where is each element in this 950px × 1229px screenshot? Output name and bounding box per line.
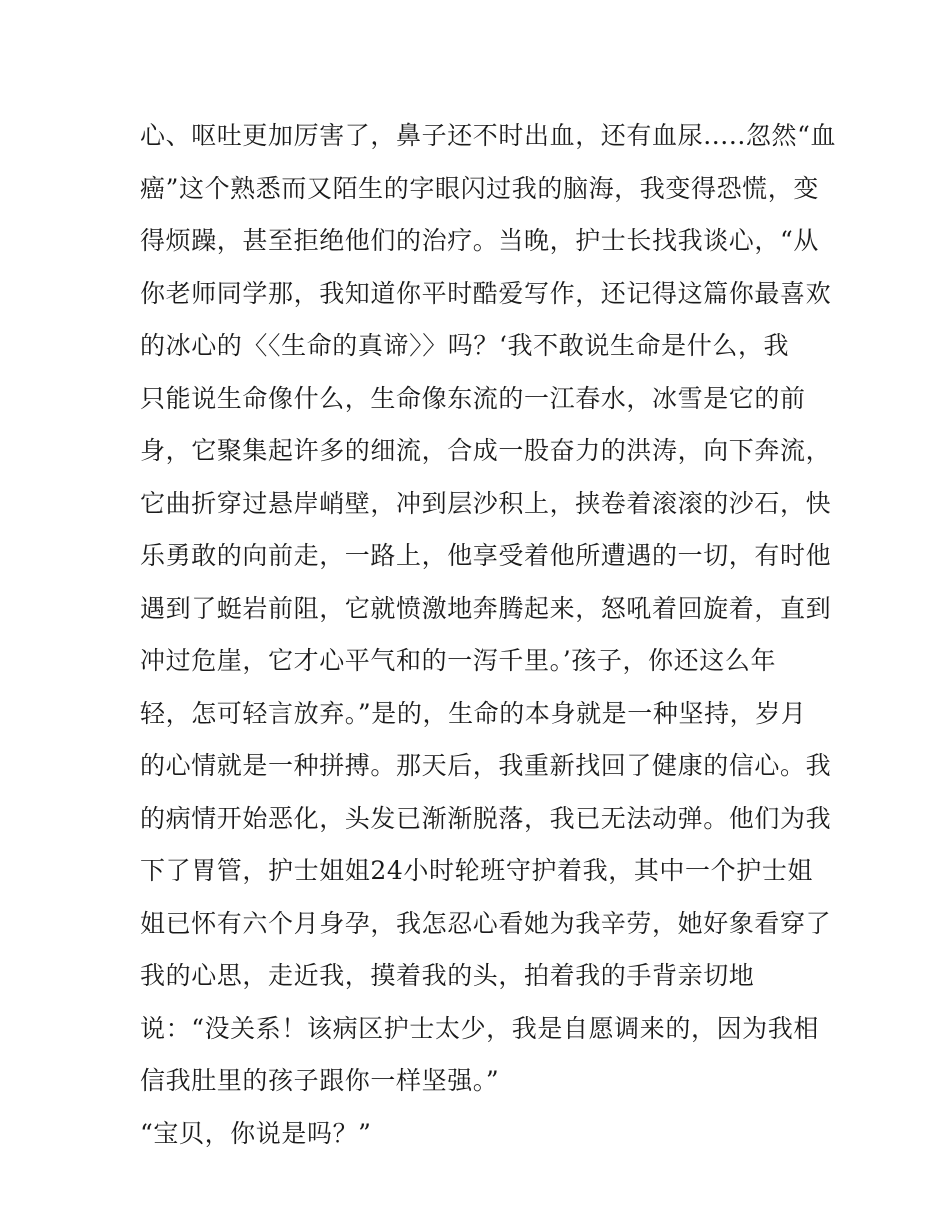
text-line: 说：“没关系！该病区护士太少，我是自愿调来的，因为我相 [140,1013,819,1043]
text-line: 信我肚里的孩子跟你一样坚强。” [140,1066,500,1095]
text-line: 下了胃管，护士姐姐24小时轮班守护着我，其中一个护士姐 [140,856,814,885]
text-line: 轻，怎可轻言放弃。”是的，生命的本身就是一种坚持，岁月 [140,698,807,728]
text-line: 姐已怀有六个月身孕，我怎忍心看她为我辛劳，她好象看穿了 [140,908,832,938]
text-line: “宝贝，你说是吗？” [140,1118,372,1148]
text-line: 得烦躁，甚至拒绝他们的治疗。当晚，护士长找我谈心，“从 [140,226,819,255]
text-line: 的病情开始恶化，头发已渐渐脱落，我已无法动弹。他们为我 [140,803,832,833]
text-line: 的心情就是一种拼搏。那天后，我重新找回了健康的信心。我 [140,751,832,780]
body-text [140,110,837,1160]
text-line: 它曲折穿过悬岸峭壁，冲到层沙积上，挟卷着滚滚的沙石，快 [140,488,832,518]
text-line: 冲过危崖，它才心平气和的一泻千里。’孩子，你还这么年 [140,646,777,675]
text-line: 心、呕吐更加厉害了，鼻子还不时出血，还有血尿.....忽然“血 [140,121,837,150]
text-line: 我的心思，走近我，摸着我的头，拍着我的手背亲切地 [140,961,755,990]
text-line: 只能说生命像什么，生命像东流的一江春水，冰雪是它的前 [140,383,806,413]
text-line: 遇到了蜓岩前阻，它就愤激地奔腾起来，怒吼着回旋着，直到 [140,593,832,623]
text-line: 你老师同学那，我知道你平时酷爱写作，还记得这篇你最喜欢 [140,278,832,308]
text-line: 的冰心的〈〈生命的真谛〉〉吗？‘我不敢说生命是什么，我 [140,331,790,360]
text-line: 癌”这个熟悉而又陌生的字眼闪过我的脑海，我变得恐慌，变 [140,173,819,203]
text-line: 乐勇敢的向前走，一路上，他享受着他所遭遇的一切，有时他 [140,541,832,570]
text-line: 身，它聚集起许多的细流，合成一股奋力的洪涛，向下奔流， [140,436,832,465]
